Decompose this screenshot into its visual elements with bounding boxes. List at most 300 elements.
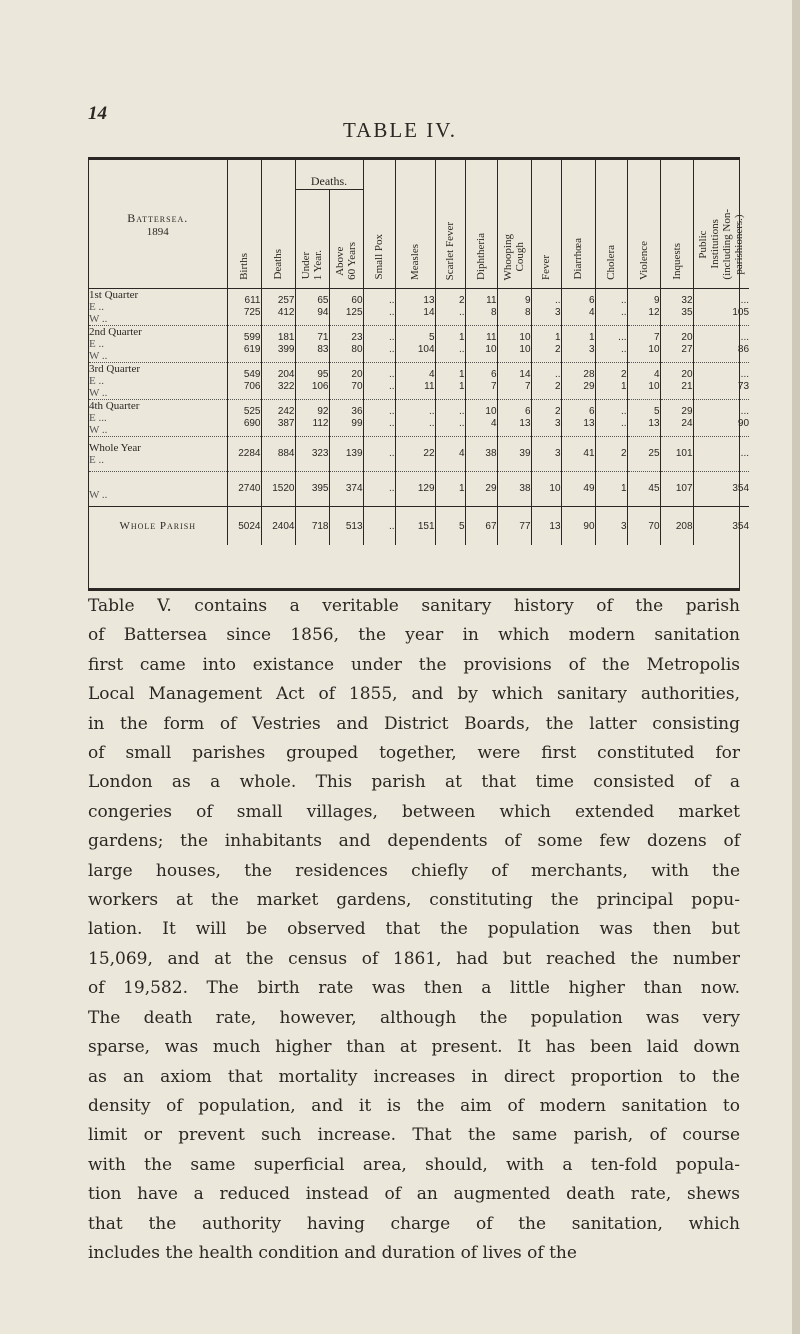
cell-whooping (497, 289, 531, 326)
cell-value: 1 (458, 332, 465, 343)
cell-value: 2 (554, 381, 561, 392)
column-label: Diarrhœa (572, 238, 585, 280)
cell-value: 399 (277, 344, 295, 355)
cell-measles (395, 363, 435, 400)
cell-value: .. (458, 418, 465, 429)
total-public: 354 (693, 507, 749, 546)
cell-value: 73 (737, 381, 750, 392)
division-label: E .. (89, 338, 104, 350)
cell-value: .. (554, 369, 561, 380)
column-label: Deaths (272, 249, 284, 280)
column-header-births (227, 160, 261, 289)
cell-diarrhoea (561, 326, 595, 363)
cell-value: 6 (524, 406, 531, 417)
cell-value: 8 (524, 307, 531, 318)
body-text-line: of small parishes grouped together, were first constituted for (88, 743, 740, 764)
total-cholera: 3 (595, 507, 627, 546)
cell-value: 39 (519, 448, 531, 459)
cell-value: 10 (485, 406, 497, 417)
body-text-line: lation. It will be observed that the population was then but (88, 919, 740, 940)
cell-measles (395, 437, 435, 472)
row-period: Whole Year (89, 442, 141, 454)
cell-births (227, 400, 261, 437)
cell-value: 65 (317, 295, 329, 306)
cell-smallpox (363, 472, 395, 507)
division-label: W .. (89, 350, 108, 362)
cell-value: 395 (311, 483, 329, 494)
body-text-line: gardens; the inhabitants and dependents of some few dozens of (88, 831, 740, 852)
cell-value: 95 (317, 369, 329, 380)
cell-births (227, 326, 261, 363)
cell-value: 412 (277, 307, 295, 318)
cell-diphtheria (465, 326, 497, 363)
cell-value: 1 (620, 381, 627, 392)
cell-value: .. (388, 295, 395, 306)
cell-value: 4 (490, 418, 497, 429)
cell-value: 83 (317, 344, 329, 355)
cell-value: .. (620, 406, 627, 417)
row-division (89, 301, 227, 325)
cell-diphtheria (465, 437, 497, 472)
cell-value: .. (388, 344, 395, 355)
table-title: TABLE IV. (343, 118, 457, 142)
column-label: Cholera (605, 245, 618, 280)
body-text-line: density of population, and it is the aim of modern sanitation to (88, 1095, 740, 1116)
cell-value: 690 (243, 418, 261, 429)
cell-value: ... (740, 406, 750, 417)
division-label: E ... (89, 412, 107, 424)
row-division (89, 489, 227, 501)
cell-value: .. (620, 307, 627, 318)
total-births: 5024 (227, 507, 261, 546)
cell-violence (627, 400, 660, 437)
row-label (89, 437, 227, 472)
cell-value: 6 (588, 406, 595, 417)
cell-scarlet (435, 363, 465, 400)
cell-value: 6 (588, 295, 595, 306)
cell-above60 (329, 326, 363, 363)
body-text-line: limit or prevent such increase. That the same parish, of course (88, 1125, 740, 1146)
cell-above60 (329, 437, 363, 472)
cell-value: 10 (549, 483, 561, 494)
cell-value: 24 (681, 418, 693, 429)
cell-value: 257 (277, 295, 295, 306)
column-header-diphtheria (465, 160, 497, 289)
column-label: Scarlet Fever (444, 221, 457, 280)
cell-value: 45 (648, 483, 660, 494)
body-text-line: includes the health condition and duration of lives of the (88, 1242, 577, 1263)
body-text (88, 592, 740, 1268)
cell-cholera (595, 400, 627, 437)
cell-deaths (261, 289, 295, 326)
cell-value: 2740 (238, 483, 261, 494)
column-header-diarrhoea (561, 160, 595, 289)
column-header-violence (627, 160, 660, 289)
cell-value: 1520 (272, 483, 295, 494)
cell-value: 4 (653, 369, 660, 380)
cell-smallpox (363, 363, 395, 400)
column-header-measles (395, 160, 435, 289)
cell-value: 105 (732, 307, 750, 318)
total-under1: 718 (295, 507, 329, 546)
cell-violence (627, 437, 660, 472)
cell-value: 60 (351, 295, 363, 306)
cell-value: 2 (620, 369, 627, 380)
cell-value: 322 (277, 381, 295, 392)
total-measles: 151 (395, 507, 435, 546)
total-smallpox: .. (363, 507, 395, 546)
cell-value: 4 (428, 369, 435, 380)
cell-value: 884 (277, 448, 295, 459)
cell-value: 13 (519, 418, 531, 429)
total-violence: 70 (627, 507, 660, 546)
cell-above60 (329, 400, 363, 437)
cell-diarrhoea (561, 472, 595, 507)
column-header-inquests (660, 160, 693, 289)
column-label: Under 1 Year. (300, 249, 324, 280)
cell-value: 5 (653, 406, 660, 417)
cell-value: 181 (277, 332, 295, 343)
cell-measles (395, 472, 435, 507)
deaths-group-header: Deaths. (295, 160, 363, 189)
cell-value: 11 (486, 295, 497, 306)
cell-value: 525 (243, 406, 261, 417)
cell-value: 38 (519, 483, 531, 494)
cell-measles (395, 326, 435, 363)
body-text-line: The death rate, however, although the population was very (88, 1007, 740, 1028)
cell-value: 29 (485, 483, 497, 494)
cell-measles (395, 400, 435, 437)
corner-year: 1894 (146, 225, 169, 238)
cell-value: .. (388, 369, 395, 380)
cell-value: .. (620, 295, 627, 306)
cell-value: 94 (317, 307, 329, 318)
total-diphtheria: 67 (465, 507, 497, 546)
row-division (89, 454, 227, 466)
cell-cholera (595, 437, 627, 472)
cell-fever (531, 400, 561, 437)
column-label: Violence (637, 240, 650, 280)
total-label: Whole Parish (89, 507, 227, 546)
cell-value: .. (388, 307, 395, 318)
body-text-line: London as a whole. This parish at that time consisted of a (88, 772, 740, 793)
cell-value: 3 (554, 418, 561, 429)
column-label: Births (238, 253, 250, 280)
cell-value: 242 (277, 406, 295, 417)
cell-value: 22 (423, 448, 435, 459)
cell-value: 20 (681, 332, 693, 343)
cell-diarrhoea (561, 289, 595, 326)
column-header-public (693, 160, 749, 289)
cell-value: 129 (417, 483, 435, 494)
cell-scarlet (435, 437, 465, 472)
body-text-line: in the form of Vestries and District Boards, the latter consisting (88, 713, 740, 734)
cell-value: 2 (554, 344, 561, 355)
body-text-line: large houses, the residences chiefly of merchants, with the (88, 860, 740, 881)
cell-scarlet (435, 472, 465, 507)
cell-value: 14 (519, 369, 531, 380)
cell-smallpox (363, 289, 395, 326)
cell-value: 13 (648, 418, 660, 429)
statistics-table (89, 160, 749, 545)
cell-value: 14 (423, 307, 435, 318)
cell-fever (531, 326, 561, 363)
cell-value: .. (428, 418, 435, 429)
row-label (89, 289, 227, 326)
table-corner-header (89, 160, 227, 289)
division-label: W .. (89, 424, 108, 436)
cell-fever (531, 289, 561, 326)
cell-under1 (295, 472, 329, 507)
row-period: 4th Quarter (89, 400, 140, 412)
cell-value: 99 (351, 418, 363, 429)
cell-value: 32 (681, 295, 693, 306)
total-fever: 13 (531, 507, 561, 546)
table-row (89, 400, 749, 437)
body-text-line: workers at the market gardens, constituting the principal popu- (88, 890, 740, 911)
cell-births (227, 472, 261, 507)
cell-whooping (497, 472, 531, 507)
column-header-smallpox (363, 160, 395, 289)
cell-value: 9 (524, 295, 531, 306)
cell-value: 10 (485, 344, 497, 355)
division-label: W .. (89, 489, 108, 501)
cell-value: 3 (554, 307, 561, 318)
cell-value: 11 (424, 381, 435, 392)
cell-value: 107 (675, 483, 693, 494)
cell-births (227, 437, 261, 472)
cell-cholera (595, 326, 627, 363)
cell-value: 41 (583, 448, 595, 459)
cell-births (227, 289, 261, 326)
cell-value: 71 (317, 332, 329, 343)
cell-value: 7 (524, 381, 531, 392)
cell-births (227, 363, 261, 400)
cell-value: .. (388, 483, 395, 494)
cell-value: 38 (485, 448, 497, 459)
cell-value: .. (620, 344, 627, 355)
total-above60: 513 (329, 507, 363, 546)
cell-inquests (660, 326, 693, 363)
cell-value: 6 (490, 369, 497, 380)
column-label: Above 60 Years (334, 242, 358, 280)
cell-violence (627, 326, 660, 363)
cell-value: 92 (317, 406, 329, 417)
column-label: Diphtheria (475, 232, 488, 280)
cell-diphtheria (465, 363, 497, 400)
cell-under1 (295, 326, 329, 363)
page-edge (792, 0, 800, 1334)
body-text-line: first came into existance under the provisions of the Metropolis (88, 654, 740, 675)
cell-diphtheria (465, 289, 497, 326)
cell-value: 125 (345, 307, 363, 318)
row-period: 3rd Quarter (89, 363, 141, 375)
division-label: E .. (89, 454, 104, 466)
cell-value: .. (458, 406, 465, 417)
body-text-line: Local Management Act of 1855, and by which sanitary authorities, (88, 684, 740, 705)
cell-value: 611 (244, 295, 261, 306)
row-division (89, 412, 227, 436)
cell-deaths (261, 363, 295, 400)
body-text-line: of 19,582. The birth rate was then a little higher than now. (88, 978, 740, 999)
cell-fever (531, 363, 561, 400)
cell-value: ... (740, 369, 750, 380)
cell-under1 (295, 437, 329, 472)
cell-value: .. (388, 448, 395, 459)
cell-public (693, 472, 749, 507)
body-text-line: with the same superficial area, should, with a ten-fold popula- (88, 1154, 740, 1175)
column-header-above60 (329, 189, 363, 288)
column-label: Whooping Cough (502, 233, 527, 280)
column-header-deaths (261, 160, 295, 289)
cell-value: 80 (351, 344, 363, 355)
cell-value: 7 (653, 332, 660, 343)
page-number: 14 (88, 103, 107, 124)
cell-value: 5 (428, 332, 435, 343)
cell-above60 (329, 472, 363, 507)
total-scarlet: 5 (435, 507, 465, 546)
cell-value: 1 (458, 381, 465, 392)
total-inquests: 208 (660, 507, 693, 546)
cell-violence (627, 363, 660, 400)
cell-value: 10 (519, 332, 531, 343)
cell-scarlet (435, 326, 465, 363)
cell-value: 323 (311, 448, 329, 459)
cell-value: 374 (345, 483, 363, 494)
cell-value: 13 (423, 295, 435, 306)
column-header-cholera (595, 160, 627, 289)
cell-value: 9 (653, 295, 660, 306)
cell-value: 28 (583, 369, 595, 380)
cell-value: 1 (620, 483, 627, 494)
cell-violence (627, 472, 660, 507)
body-text-line: of Battersea since 1856, the year in which modern sanitation (88, 625, 740, 646)
cell-inquests (660, 400, 693, 437)
cell-value: 86 (737, 344, 750, 355)
cell-value: 725 (243, 307, 261, 318)
cell-deaths (261, 437, 295, 472)
table-row (89, 326, 749, 363)
cell-value: 3 (554, 448, 561, 459)
cell-fever (531, 437, 561, 472)
cell-diarrhoea (561, 363, 595, 400)
cell-value: 706 (243, 381, 261, 392)
cell-value: ... (740, 295, 750, 306)
cell-value: 106 (311, 381, 329, 392)
body-text-line: sparse, was much higher than at present. It has been laid down (88, 1037, 740, 1058)
cell-value: 20 (681, 369, 693, 380)
cell-above60 (329, 289, 363, 326)
table-row (89, 437, 749, 472)
cell-whooping (497, 400, 531, 437)
row-label (89, 472, 227, 507)
cell-value: 49 (583, 483, 595, 494)
table-row (89, 289, 749, 326)
cell-value: ... (618, 332, 627, 343)
cell-value: 599 (243, 332, 261, 343)
cell-diarrhoea (561, 437, 595, 472)
column-header-under1 (295, 189, 329, 288)
corner-name: Battersea. (127, 210, 189, 225)
cell-smallpox (363, 437, 395, 472)
cell-public (693, 363, 749, 400)
cell-diphtheria (465, 472, 497, 507)
cell-cholera (595, 472, 627, 507)
cell-value: 3 (588, 344, 595, 355)
cell-value: 90 (737, 418, 750, 429)
cell-smallpox (363, 326, 395, 363)
column-label: Small Pox (373, 234, 386, 280)
column-label: Fever (540, 254, 553, 280)
cell-value: 11 (486, 332, 497, 343)
cell-diphtheria (465, 400, 497, 437)
cell-value: 2 (554, 406, 561, 417)
statistics-table-frame (88, 157, 750, 591)
cell-under1 (295, 289, 329, 326)
cell-diarrhoea (561, 400, 595, 437)
column-header-fever (531, 160, 561, 289)
cell-public (693, 437, 749, 472)
cell-value: .. (388, 332, 395, 343)
column-label: Measles (409, 243, 422, 280)
cell-value: .. (554, 295, 561, 306)
cell-value: 104 (417, 344, 435, 355)
cell-value: 619 (243, 344, 261, 355)
row-period: 1st Quarter (89, 289, 139, 301)
cell-under1 (295, 363, 329, 400)
cell-value: ... (740, 448, 750, 459)
cell-value: 204 (277, 369, 295, 380)
cell-value: 2 (458, 295, 465, 306)
total-row (89, 507, 749, 546)
cell-deaths (261, 472, 295, 507)
cell-cholera (595, 289, 627, 326)
cell-deaths (261, 400, 295, 437)
cell-value: 8 (490, 307, 497, 318)
column-label: Public Institutions (including Non- parishioners.) (697, 209, 746, 280)
cell-under1 (295, 400, 329, 437)
cell-whooping (497, 326, 531, 363)
table-row (89, 363, 749, 400)
row-label (89, 326, 227, 363)
cell-value: 2 (620, 448, 627, 459)
division-label: W .. (89, 387, 108, 399)
column-header-whooping (497, 160, 531, 289)
body-text-line: congeries of small villages, between which extended market (88, 801, 740, 822)
body-text-line: Table V. contains a veritable sanitary history of the parish (88, 596, 740, 616)
body-text-line: that the authority having charge of the sanitation, which (88, 1213, 740, 1234)
cell-value: .. (458, 344, 465, 355)
cell-value: 35 (681, 307, 693, 318)
cell-value: 70 (351, 381, 363, 392)
cell-value: .. (428, 406, 435, 417)
cell-value: 1 (458, 483, 465, 494)
cell-value: .. (388, 381, 395, 392)
cell-measles (395, 289, 435, 326)
cell-value: 20 (351, 369, 363, 380)
cell-public (693, 326, 749, 363)
cell-value: 10 (648, 381, 660, 392)
body-text-line: 15,069, and at the census of 1861, had but reached the number (88, 948, 740, 969)
column-header-scarlet (435, 160, 465, 289)
cell-inquests (660, 437, 693, 472)
cell-value: 354 (732, 483, 750, 494)
row-label (89, 400, 227, 437)
cell-violence (627, 289, 660, 326)
table-row (89, 472, 749, 507)
total-deaths: 2404 (261, 507, 295, 546)
cell-inquests (660, 363, 693, 400)
